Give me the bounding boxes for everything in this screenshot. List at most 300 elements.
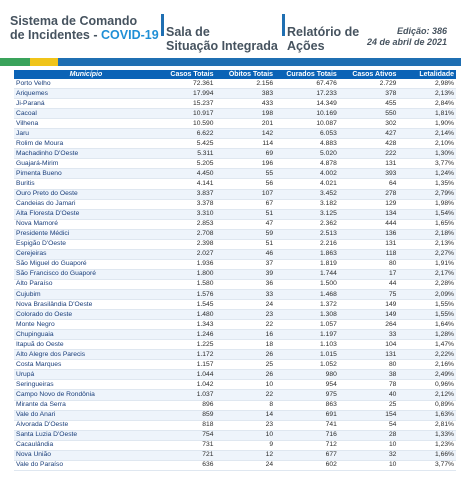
table-cell: 59 <box>215 229 275 239</box>
table-cell: 428 <box>339 139 399 149</box>
table-cell: 2.362 <box>275 219 339 229</box>
municipality-name: São Francisco do Guaporé <box>14 269 158 279</box>
table-cell: 716 <box>275 430 339 440</box>
municipality-name: Ariquemes <box>14 89 158 99</box>
table-cell: 2.513 <box>275 229 339 239</box>
table-cell: 14 <box>215 410 275 420</box>
title-line-2-prefix: de Incidentes - <box>10 28 98 42</box>
table-cell: 55 <box>215 169 275 179</box>
table-cell: 17.233 <box>275 89 339 99</box>
table-cell: 80 <box>339 360 399 370</box>
table-cell: 38 <box>339 370 399 380</box>
table-cell: 1.800 <box>158 269 216 279</box>
table-row <box>14 310 456 320</box>
table-cell: 721 <box>158 450 216 460</box>
municipality-name: Monte Negro <box>14 320 158 330</box>
table-cell: 222 <box>339 149 399 159</box>
edition-date: 24 de abril de 2021 <box>366 37 447 47</box>
covid-label: COVID-19 <box>101 28 159 42</box>
table-cell: 1.015 <box>275 350 339 360</box>
table-row <box>14 79 456 89</box>
table-cell: 46 <box>215 249 275 259</box>
table-cell: 44 <box>339 279 399 289</box>
table-row <box>14 289 456 299</box>
table-cell: 2,22% <box>398 350 456 360</box>
table-cell: 741 <box>275 420 339 430</box>
table-cell: 550 <box>339 109 399 119</box>
municipality-name: Alta Floresta D'Oeste <box>14 209 158 219</box>
table-cell: 54 <box>339 420 399 430</box>
table-cell: 2,18% <box>398 229 456 239</box>
title-line-1: Sistema de Comando <box>10 14 138 28</box>
table-row <box>14 129 456 139</box>
table-cell: 72.361 <box>158 79 216 89</box>
table-row <box>14 370 456 380</box>
table-cell: 25 <box>339 400 399 410</box>
relatorio-line-2: Ações <box>287 39 325 53</box>
municipality-name: Guajará-Mirim <box>14 159 158 169</box>
table-cell: 2,13% <box>398 239 456 249</box>
table-cell: 3.837 <box>158 189 216 199</box>
table-cell: 2.729 <box>339 79 399 89</box>
table-cell: 2,10% <box>398 139 456 149</box>
table-cell: 22 <box>215 390 275 400</box>
table-cell: 896 <box>158 400 216 410</box>
table-cell: 1,65% <box>398 219 456 229</box>
header-separator <box>282 14 285 36</box>
municipality-name: Machadinho D'Oeste <box>14 149 158 159</box>
table-cell: 2,13% <box>398 89 456 99</box>
table-cell: 1.480 <box>158 310 216 320</box>
table-row <box>14 239 456 249</box>
municipality-name: Espigão D'Oeste <box>14 239 158 249</box>
table-cell: 433 <box>215 99 275 109</box>
table-header-row <box>14 70 456 79</box>
table-cell: 1.246 <box>158 330 216 340</box>
table-cell: 302 <box>339 119 399 129</box>
table-row <box>14 139 456 149</box>
table-cell: 754 <box>158 430 216 440</box>
table-cell: 393 <box>339 169 399 179</box>
table-cell: 1,91% <box>398 259 456 269</box>
table-row <box>14 440 456 450</box>
table-cell: 2.853 <box>158 219 216 229</box>
table-cell: 1.037 <box>158 390 216 400</box>
table-cell: 17.994 <box>158 89 216 99</box>
table-cell: 0,96% <box>398 380 456 390</box>
table-cell: 22 <box>215 320 275 330</box>
table-cell: 1,35% <box>398 179 456 189</box>
edition-block <box>367 26 447 48</box>
table-cell: 5.425 <box>158 139 216 149</box>
municipality-name: São Miguel do Guaporé <box>14 259 158 269</box>
table-cell: 33 <box>339 330 399 340</box>
table-cell: 40 <box>339 390 399 400</box>
table-cell: 5.205 <box>158 159 216 169</box>
table-cell: 1.044 <box>158 370 216 380</box>
table-cell: 3.310 <box>158 209 216 219</box>
table-cell: 2,79% <box>398 189 456 199</box>
table-row <box>14 249 456 259</box>
municipality-name: Cacoal <box>14 109 158 119</box>
table-cell: 129 <box>339 199 399 209</box>
relatorio-line-1: Relatório de <box>287 25 360 39</box>
table-cell: 975 <box>275 390 339 400</box>
table-cell: 3.125 <box>275 209 339 219</box>
municipality-name: Jaru <box>14 129 158 139</box>
municipality-name: Costa Marques <box>14 360 158 370</box>
table-cell: 0,89% <box>398 400 456 410</box>
table-row <box>14 330 456 340</box>
table-cell: 1.052 <box>275 360 339 370</box>
table-cell: 25 <box>215 360 275 370</box>
table-cell: 1,33% <box>398 430 456 440</box>
table-cell: 51 <box>215 239 275 249</box>
table-cell: 2,16% <box>398 360 456 370</box>
table-cell: 2.156 <box>215 79 275 89</box>
table-cell: 1.042 <box>158 380 216 390</box>
table-row <box>14 410 456 420</box>
table-cell: 201 <box>215 119 275 129</box>
municipality-name: Ji-Paraná <box>14 99 158 109</box>
table-cell: 16 <box>215 330 275 340</box>
table-row <box>14 209 456 219</box>
table-cell: 33 <box>215 289 275 299</box>
table-row <box>14 350 456 360</box>
table-cell: 56 <box>215 179 275 189</box>
table-cell: 23 <box>215 420 275 430</box>
municipality-name: Cujubim <box>14 289 158 299</box>
table-row <box>14 279 456 289</box>
table-cell: 78 <box>339 380 399 390</box>
table-cell: 9 <box>215 440 275 450</box>
table-cell: 2.216 <box>275 239 339 249</box>
table-cell: 731 <box>158 440 216 450</box>
title-block <box>10 14 159 42</box>
table-cell: 10.087 <box>275 119 339 129</box>
table-cell: 24 <box>215 300 275 310</box>
municipality-name: Alto Alegre dos Parecis <box>14 350 158 360</box>
table-cell: 1.057 <box>275 320 339 330</box>
sala-block <box>166 25 278 53</box>
table-cell: 1.819 <box>275 259 339 269</box>
table-cell: 131 <box>339 350 399 360</box>
municipality-name: Vilhena <box>14 119 158 129</box>
table-row <box>14 99 456 109</box>
column-header: Município <box>14 70 158 79</box>
table-cell: 1,28% <box>398 330 456 340</box>
table-row <box>14 179 456 189</box>
table-cell: 1.936 <box>158 259 216 269</box>
table-cell: 6.622 <box>158 129 216 139</box>
table-cell: 2,14% <box>398 129 456 139</box>
municipality-name: Alto Paraíso <box>14 279 158 289</box>
table-cell: 8 <box>215 400 275 410</box>
table-cell: 17 <box>339 269 399 279</box>
table-row <box>14 380 456 390</box>
column-header: Casos Totais <box>158 70 216 79</box>
table-cell: 2,28% <box>398 279 456 289</box>
table-row <box>14 400 456 410</box>
table-cell: 1.545 <box>158 300 216 310</box>
table-row <box>14 199 456 209</box>
table-cell: 6.053 <box>275 129 339 139</box>
municipality-name: Nova Mamoré <box>14 219 158 229</box>
table-cell: 954 <box>275 380 339 390</box>
table-cell: 10 <box>339 460 399 470</box>
table-row <box>14 430 456 440</box>
table-cell: 39 <box>215 269 275 279</box>
municipality-name: Itapuã do Oeste <box>14 340 158 350</box>
table-row <box>14 119 456 129</box>
table-cell: 198 <box>215 109 275 119</box>
table-cell: 4.002 <box>275 169 339 179</box>
table-cell: 15.237 <box>158 99 216 109</box>
table-row <box>14 159 456 169</box>
table-cell: 3.378 <box>158 199 216 209</box>
table-cell: 2,98% <box>398 79 456 89</box>
municipality-name: Alvorada D'Oeste <box>14 420 158 430</box>
table-cell: 2,49% <box>398 370 456 380</box>
table-cell: 1,47% <box>398 340 456 350</box>
table-cell: 2,27% <box>398 249 456 259</box>
table-row <box>14 89 456 99</box>
municipality-name: Cerejeiras <box>14 249 158 259</box>
table-cell: 67 <box>215 199 275 209</box>
table-cell: 2,09% <box>398 289 456 299</box>
table-cell: 118 <box>339 249 399 259</box>
municipality-name: Candeias do Jamari <box>14 199 158 209</box>
table-cell: 3.182 <box>275 199 339 209</box>
table-cell: 4.878 <box>275 159 339 169</box>
table-cell: 264 <box>339 320 399 330</box>
table-cell: 3,77% <box>398 159 456 169</box>
table-cell: 427 <box>339 129 399 139</box>
municipality-name: Cacaulândia <box>14 440 158 450</box>
table-row <box>14 360 456 370</box>
table-cell: 818 <box>158 420 216 430</box>
table-cell: 1.343 <box>158 320 216 330</box>
table-cell: 131 <box>339 159 399 169</box>
municipality-name: Seringueiras <box>14 380 158 390</box>
column-header: Casos Ativos <box>339 70 399 79</box>
table-cell: 1.172 <box>158 350 216 360</box>
table-cell: 1,54% <box>398 209 456 219</box>
table-cell: 37 <box>215 259 275 269</box>
municipality-name: Chupinguaia <box>14 330 158 340</box>
column-header: Óbitos Totais <box>215 70 275 79</box>
table-cell: 4.883 <box>275 139 339 149</box>
municipality-table <box>14 70 456 471</box>
report-header <box>0 0 461 62</box>
table-cell: 455 <box>339 99 399 109</box>
table-cell: 142 <box>215 129 275 139</box>
table-cell: 26 <box>215 350 275 360</box>
table-cell: 1,24% <box>398 169 456 179</box>
stripe-green <box>0 58 30 66</box>
municipality-name: Vale do Anari <box>14 410 158 420</box>
table-cell: 2,12% <box>398 390 456 400</box>
table-cell: 1,30% <box>398 149 456 159</box>
table-cell: 1.157 <box>158 360 216 370</box>
sala-line-1: Sala de <box>166 25 210 39</box>
table-cell: 3.452 <box>275 189 339 199</box>
table-cell: 1,23% <box>398 440 456 450</box>
table-cell: 67.476 <box>275 79 339 89</box>
table-cell: 1.372 <box>275 300 339 310</box>
municipality-name: Urupá <box>14 370 158 380</box>
table-cell: 12 <box>215 450 275 460</box>
table-row <box>14 460 456 470</box>
title-line-2 <box>10 28 159 42</box>
table-cell: 1.576 <box>158 289 216 299</box>
municipality-name: Campo Novo de Rondônia <box>14 390 158 400</box>
table-row <box>14 300 456 310</box>
table-row <box>14 189 456 199</box>
table-cell: 444 <box>339 219 399 229</box>
municipality-name: Mirante da Serra <box>14 400 158 410</box>
edition-number: Edição: 386 <box>396 26 447 36</box>
stripe-yellow <box>30 58 58 66</box>
table-cell: 691 <box>275 410 339 420</box>
table-cell: 10.917 <box>158 109 216 119</box>
table-cell: 69 <box>215 149 275 159</box>
table-cell: 80 <box>339 259 399 269</box>
table-cell: 2.708 <box>158 229 216 239</box>
table-row <box>14 450 456 460</box>
table-cell: 3,77% <box>398 460 456 470</box>
municipality-name: Porto Velho <box>14 79 158 89</box>
table-cell: 149 <box>339 310 399 320</box>
column-header: Letalidade <box>398 70 456 79</box>
table-cell: 10.169 <box>275 109 339 119</box>
table-cell: 4.450 <box>158 169 216 179</box>
table-cell: 2,81% <box>398 420 456 430</box>
municipality-name: Nova Brasilândia D'Oeste <box>14 300 158 310</box>
municipality-name: Rolim de Moura <box>14 139 158 149</box>
table-cell: 10 <box>339 440 399 450</box>
table-row <box>14 259 456 269</box>
table-cell: 602 <box>275 460 339 470</box>
table-cell: 1.308 <box>275 310 339 320</box>
table-cell: 383 <box>215 89 275 99</box>
municipality-name: Colorado do Oeste <box>14 310 158 320</box>
table-row <box>14 320 456 330</box>
table-cell: 5.020 <box>275 149 339 159</box>
table-row <box>14 390 456 400</box>
table-cell: 51 <box>215 209 275 219</box>
table-cell: 1.744 <box>275 269 339 279</box>
table-cell: 23 <box>215 310 275 320</box>
table-row <box>14 149 456 159</box>
table-cell: 1.580 <box>158 279 216 289</box>
table-cell: 1,55% <box>398 300 456 310</box>
table-cell: 1,63% <box>398 410 456 420</box>
municipality-name: Presidente Médici <box>14 229 158 239</box>
table-cell: 131 <box>339 239 399 249</box>
table-cell: 1,64% <box>398 320 456 330</box>
table-cell: 1,98% <box>398 199 456 209</box>
municipality-name: Nova União <box>14 450 158 460</box>
table-cell: 859 <box>158 410 216 420</box>
table-cell: 278 <box>339 189 399 199</box>
table-row <box>14 420 456 430</box>
table-cell: 196 <box>215 159 275 169</box>
table-cell: 136 <box>339 229 399 239</box>
table-cell: 24 <box>215 460 275 470</box>
table-row <box>14 169 456 179</box>
table-cell: 4.141 <box>158 179 216 189</box>
table-cell: 1,81% <box>398 109 456 119</box>
table-cell: 64 <box>339 179 399 189</box>
table-cell: 712 <box>275 440 339 450</box>
table-cell: 75 <box>339 289 399 299</box>
table-cell: 1.197 <box>275 330 339 340</box>
municipality-name: Santa Luzia D'Oeste <box>14 430 158 440</box>
municipality-name: Pimenta Bueno <box>14 169 158 179</box>
municipality-name: Buritis <box>14 179 158 189</box>
sala-line-2: Situação Integrada <box>166 39 278 53</box>
table-cell: 47 <box>215 219 275 229</box>
table-cell: 1.863 <box>275 249 339 259</box>
table-cell: 378 <box>339 89 399 99</box>
column-header: Curados Totais <box>275 70 339 79</box>
relatorio-block <box>287 25 359 53</box>
table-cell: 2.027 <box>158 249 216 259</box>
table-cell: 28 <box>339 430 399 440</box>
table-body <box>14 79 456 470</box>
table-cell: 26 <box>215 370 275 380</box>
table-cell: 18 <box>215 340 275 350</box>
table-cell: 32 <box>339 450 399 460</box>
table-row <box>14 219 456 229</box>
table-cell: 107 <box>215 189 275 199</box>
table-cell: 4.021 <box>275 179 339 189</box>
table-cell: 1.500 <box>275 279 339 289</box>
table-cell: 980 <box>275 370 339 380</box>
table-cell: 1.468 <box>275 289 339 299</box>
municipality-name: Ouro Preto do Oeste <box>14 189 158 199</box>
municipality-name: Vale do Paraíso <box>14 460 158 470</box>
table-cell: 2,17% <box>398 269 456 279</box>
table-row <box>14 109 456 119</box>
table-cell: 863 <box>275 400 339 410</box>
table-cell: 5.311 <box>158 149 216 159</box>
table-cell: 104 <box>339 340 399 350</box>
table-cell: 1.103 <box>275 340 339 350</box>
table-cell: 10.590 <box>158 119 216 129</box>
table-cell: 10 <box>215 380 275 390</box>
table-cell: 10 <box>215 430 275 440</box>
table-row <box>14 229 456 239</box>
table-cell: 1,90% <box>398 119 456 129</box>
stripe-blue <box>58 58 461 66</box>
table-row <box>14 340 456 350</box>
table-cell: 154 <box>339 410 399 420</box>
table-cell: 2,84% <box>398 99 456 109</box>
table-cell: 149 <box>339 300 399 310</box>
table-cell: 677 <box>275 450 339 460</box>
table-cell: 636 <box>158 460 216 470</box>
table-cell: 1,66% <box>398 450 456 460</box>
table-row <box>14 269 456 279</box>
table-cell: 134 <box>339 209 399 219</box>
header-separator <box>161 14 164 36</box>
table-cell: 36 <box>215 279 275 289</box>
table-cell: 2.398 <box>158 239 216 249</box>
table-cell: 1,55% <box>398 310 456 320</box>
table-cell: 114 <box>215 139 275 149</box>
